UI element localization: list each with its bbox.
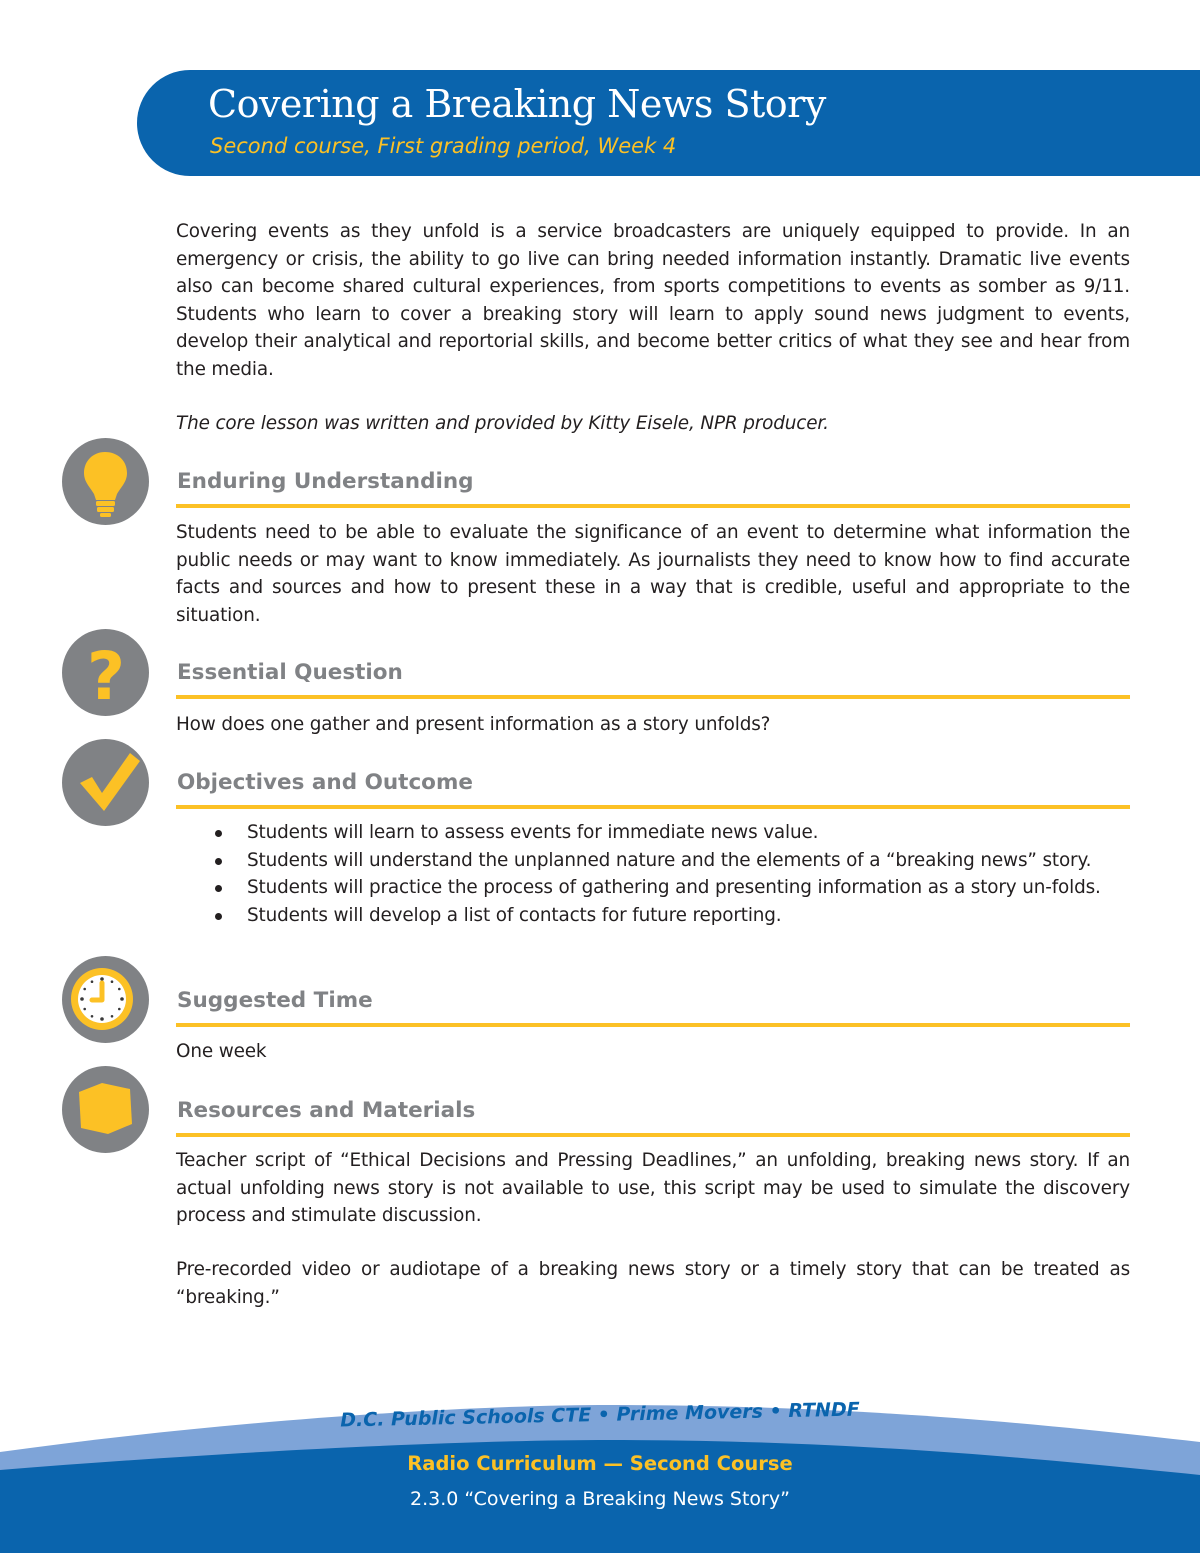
- objectives-list: [176, 819, 1130, 929]
- question-mark-icon: [62, 629, 149, 716]
- checkmark-icon: [62, 739, 149, 826]
- footer-lesson-number: 2.3.0 “Covering a Breaking News Story”: [410, 1488, 790, 1510]
- credit-line: [176, 410, 1130, 438]
- resources-heading: [176, 1097, 1130, 1137]
- list-item: Students will develop a list of contacts for future reporting.: [176, 902, 1130, 930]
- enduring-understanding-body: [176, 519, 1130, 629]
- question-text: How does one gather and present information as a story unfolds?: [176, 714, 771, 735]
- enduring-heading-text: Enduring Understanding: [177, 469, 474, 494]
- intro-section: [176, 218, 1130, 383]
- clock-icon: [62, 956, 149, 1043]
- essential-question-heading: [176, 659, 1130, 699]
- enduring-understanding-heading: [176, 468, 1130, 508]
- resources-paragraph-1: Teacher script of “Ethical Decisions and Pressing Deadlines,” an unfolding, breaking news story. If an actual unfolding news story is not available to use, this script may be used to simulate the discovery process and stimulate discussion.: [176, 1150, 1130, 1226]
- essential-question-body: [176, 711, 1130, 739]
- list-item: Students will learn to assess events for immediate news value.: [176, 819, 1130, 847]
- page-subtitle: Second course, First grading period, Week 4: [210, 134, 677, 158]
- objectives-heading-text: Objectives and Outcome: [177, 770, 473, 795]
- objectives-heading: [176, 769, 1130, 809]
- resources-paragraph-2: Pre-recorded video or audiotape of a breaking news story or a timely story that can be treated as “breaking.”: [176, 1259, 1130, 1308]
- suggested-time-body: [176, 1038, 1130, 1066]
- credit-text: The core lesson was written and provided by Kitty Eisele, NPR producer.: [176, 413, 829, 434]
- intro-paragraph: Covering events as they unfold is a service broadcasters are uniquely equipped to provide. In an emergency or crisis, the ability to go live can bring needed information instantly. Dramatic live events also can become shared cultural experiences, from sports competitions to events as somber as 9/11. Students who learn to cover a breaking story will learn to apply sound news judgment to events, develop their analytical and reportorial skills, and become better critics of what they see and hear from the media.: [176, 221, 1130, 380]
- footer-organizations: D.C. Public Schools CTE • Prime Movers • RTNDF: [340, 1398, 860, 1432]
- svg-text:?: ?: [86, 638, 126, 715]
- objectives-body: [176, 819, 1130, 929]
- lightbulb-icon: [62, 438, 149, 525]
- question-heading-text: Essential Question: [177, 660, 403, 685]
- footer-course-title: Radio Curriculum — Second Course: [407, 1452, 793, 1475]
- suggested-time-heading: [176, 987, 1130, 1027]
- resources-body: [176, 1147, 1130, 1230]
- resources-body-2: [176, 1256, 1130, 1311]
- time-text: One week: [176, 1041, 267, 1062]
- enduring-text: Students need to be able to evaluate the significance of an event to determine what information the public needs or may want to know immediately. As journalists they need to know how to find accurate facts and sources and how to present these in a way that is credible, useful and appropriate to the situation.: [176, 522, 1130, 626]
- list-item: Students will practice the process of gathering and presenting information as a story un-folds.: [176, 874, 1130, 902]
- time-heading-text: Suggested Time: [177, 988, 373, 1013]
- page-title: Covering a Breaking News Story: [208, 82, 826, 126]
- list-item: Students will understand the unplanned nature and the elements of a “breaking news” story.: [176, 847, 1130, 875]
- resources-heading-text: Resources and Materials: [177, 1098, 476, 1123]
- box-icon: [62, 1066, 149, 1153]
